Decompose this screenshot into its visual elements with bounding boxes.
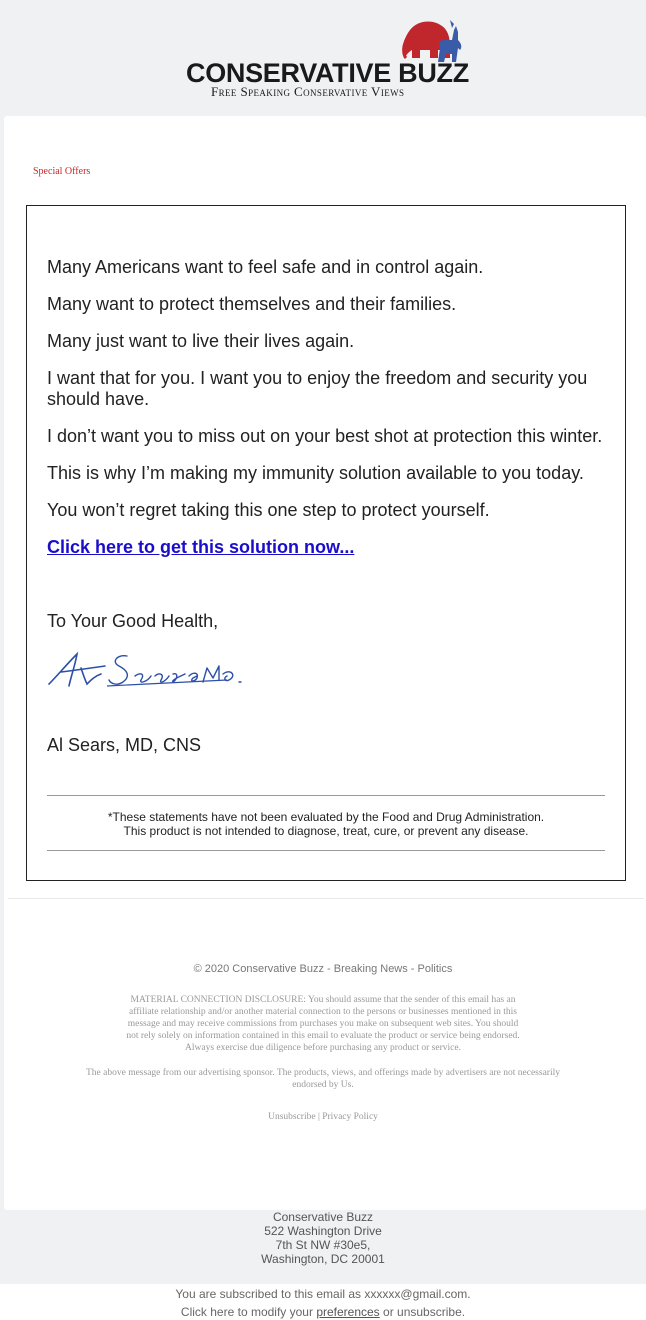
- subscribed-as-text: You are subscribed to this email as xxxxxx@gmail.com.: [175, 1287, 471, 1301]
- signer-name: Al Sears, MD, CNS: [47, 735, 202, 755]
- mailing-address: [0, 1210, 646, 1266]
- preferences-link[interactable]: preferences: [316, 1305, 380, 1319]
- email-header: [0, 0, 646, 116]
- material-disclosure: [0, 994, 646, 1054]
- fda-disclaimer-line-2: This product is not intended to diagnose, treat, cure, or prevent any disease.: [123, 824, 529, 838]
- preferences-suffix: or unsubscribe.: [383, 1305, 466, 1319]
- address-line-1: 522 Washington Drive: [264, 1224, 382, 1238]
- disclosure-line: Always exercise due diligence before purchasing any product or service.: [185, 1043, 461, 1053]
- footer-links: [0, 1112, 646, 1122]
- conservative-buzz-logo[interactable]: [184, 18, 469, 100]
- paragraph-6: This is why I’m making my immunity solution available to you today.: [47, 463, 584, 483]
- paragraph-4: I want that for you. I want you to enjoy the freedom and security you should have.: [47, 368, 588, 409]
- address-line-2: 7th St NW #30e5,: [275, 1238, 371, 1252]
- logo-title: CONSERVATIVE BUZZ: [186, 58, 469, 88]
- copyright-text: © 2020 Conservative Buzz - Breaking News - Politics: [193, 963, 453, 975]
- address-line-3: Washington, DC 20001: [261, 1252, 385, 1266]
- paragraph-7: You won’t regret taking this one step to protect yourself.: [47, 500, 490, 520]
- divider-top: [47, 795, 605, 796]
- advertiser-note: [0, 1067, 646, 1091]
- preferences-prefix: Click here to modify your: [180, 1305, 313, 1319]
- fda-disclaimer-line-1: *These statements have not been evaluated by the Food and Drug Administration.: [107, 810, 545, 824]
- logo-tagline: Free Speaking Conservative Views: [211, 84, 405, 99]
- disclosure-line: message and may receive commissions from purchases you make on subsequent web sites. You should: [127, 1019, 519, 1029]
- divider-bottom: [47, 850, 605, 851]
- signature-image: [47, 646, 247, 690]
- special-offers-label: Special Offers: [33, 166, 91, 177]
- disclosure-line: affiliate relationship and/or another material connection to the persons or businesses mentioned in this: [129, 1007, 517, 1017]
- modify-preferences-text: [0, 1305, 646, 1319]
- unsubscribe-link[interactable]: Unsubscribe: [268, 1112, 316, 1122]
- address-name: Conservative Buzz: [272, 1210, 374, 1224]
- paragraph-1: Many Americans want to feel safe and in control again.: [47, 257, 484, 277]
- paragraph-5: I don’t want you to miss out on your best shot at protection this winter.: [47, 426, 603, 446]
- solution-cta-link[interactable]: Click here to get this solution now...: [47, 537, 355, 557]
- footer-separator: [8, 898, 644, 899]
- advertiser-note-line: The above message from our advertising sponsor. The products, views, and offerings made by advertisers are not necessarily: [86, 1068, 560, 1078]
- paragraph-3: Many just want to live their lives again.: [47, 331, 355, 351]
- advertiser-note-line: endorsed by Us.: [292, 1080, 354, 1090]
- link-separator: |: [317, 1112, 320, 1122]
- closing-text: To Your Good Health,: [47, 611, 219, 631]
- disclosure-line: not rely solely on information contained in this email to evaluate the product or service being endorsed.: [126, 1031, 520, 1041]
- disclosure-line: MATERIAL CONNECTION DISCLOSURE: You should assume that the sender of this email has an: [130, 995, 516, 1005]
- paragraph-2: Many want to protect themselves and their families.: [47, 294, 457, 314]
- privacy-policy-link[interactable]: Privacy Policy: [322, 1112, 378, 1122]
